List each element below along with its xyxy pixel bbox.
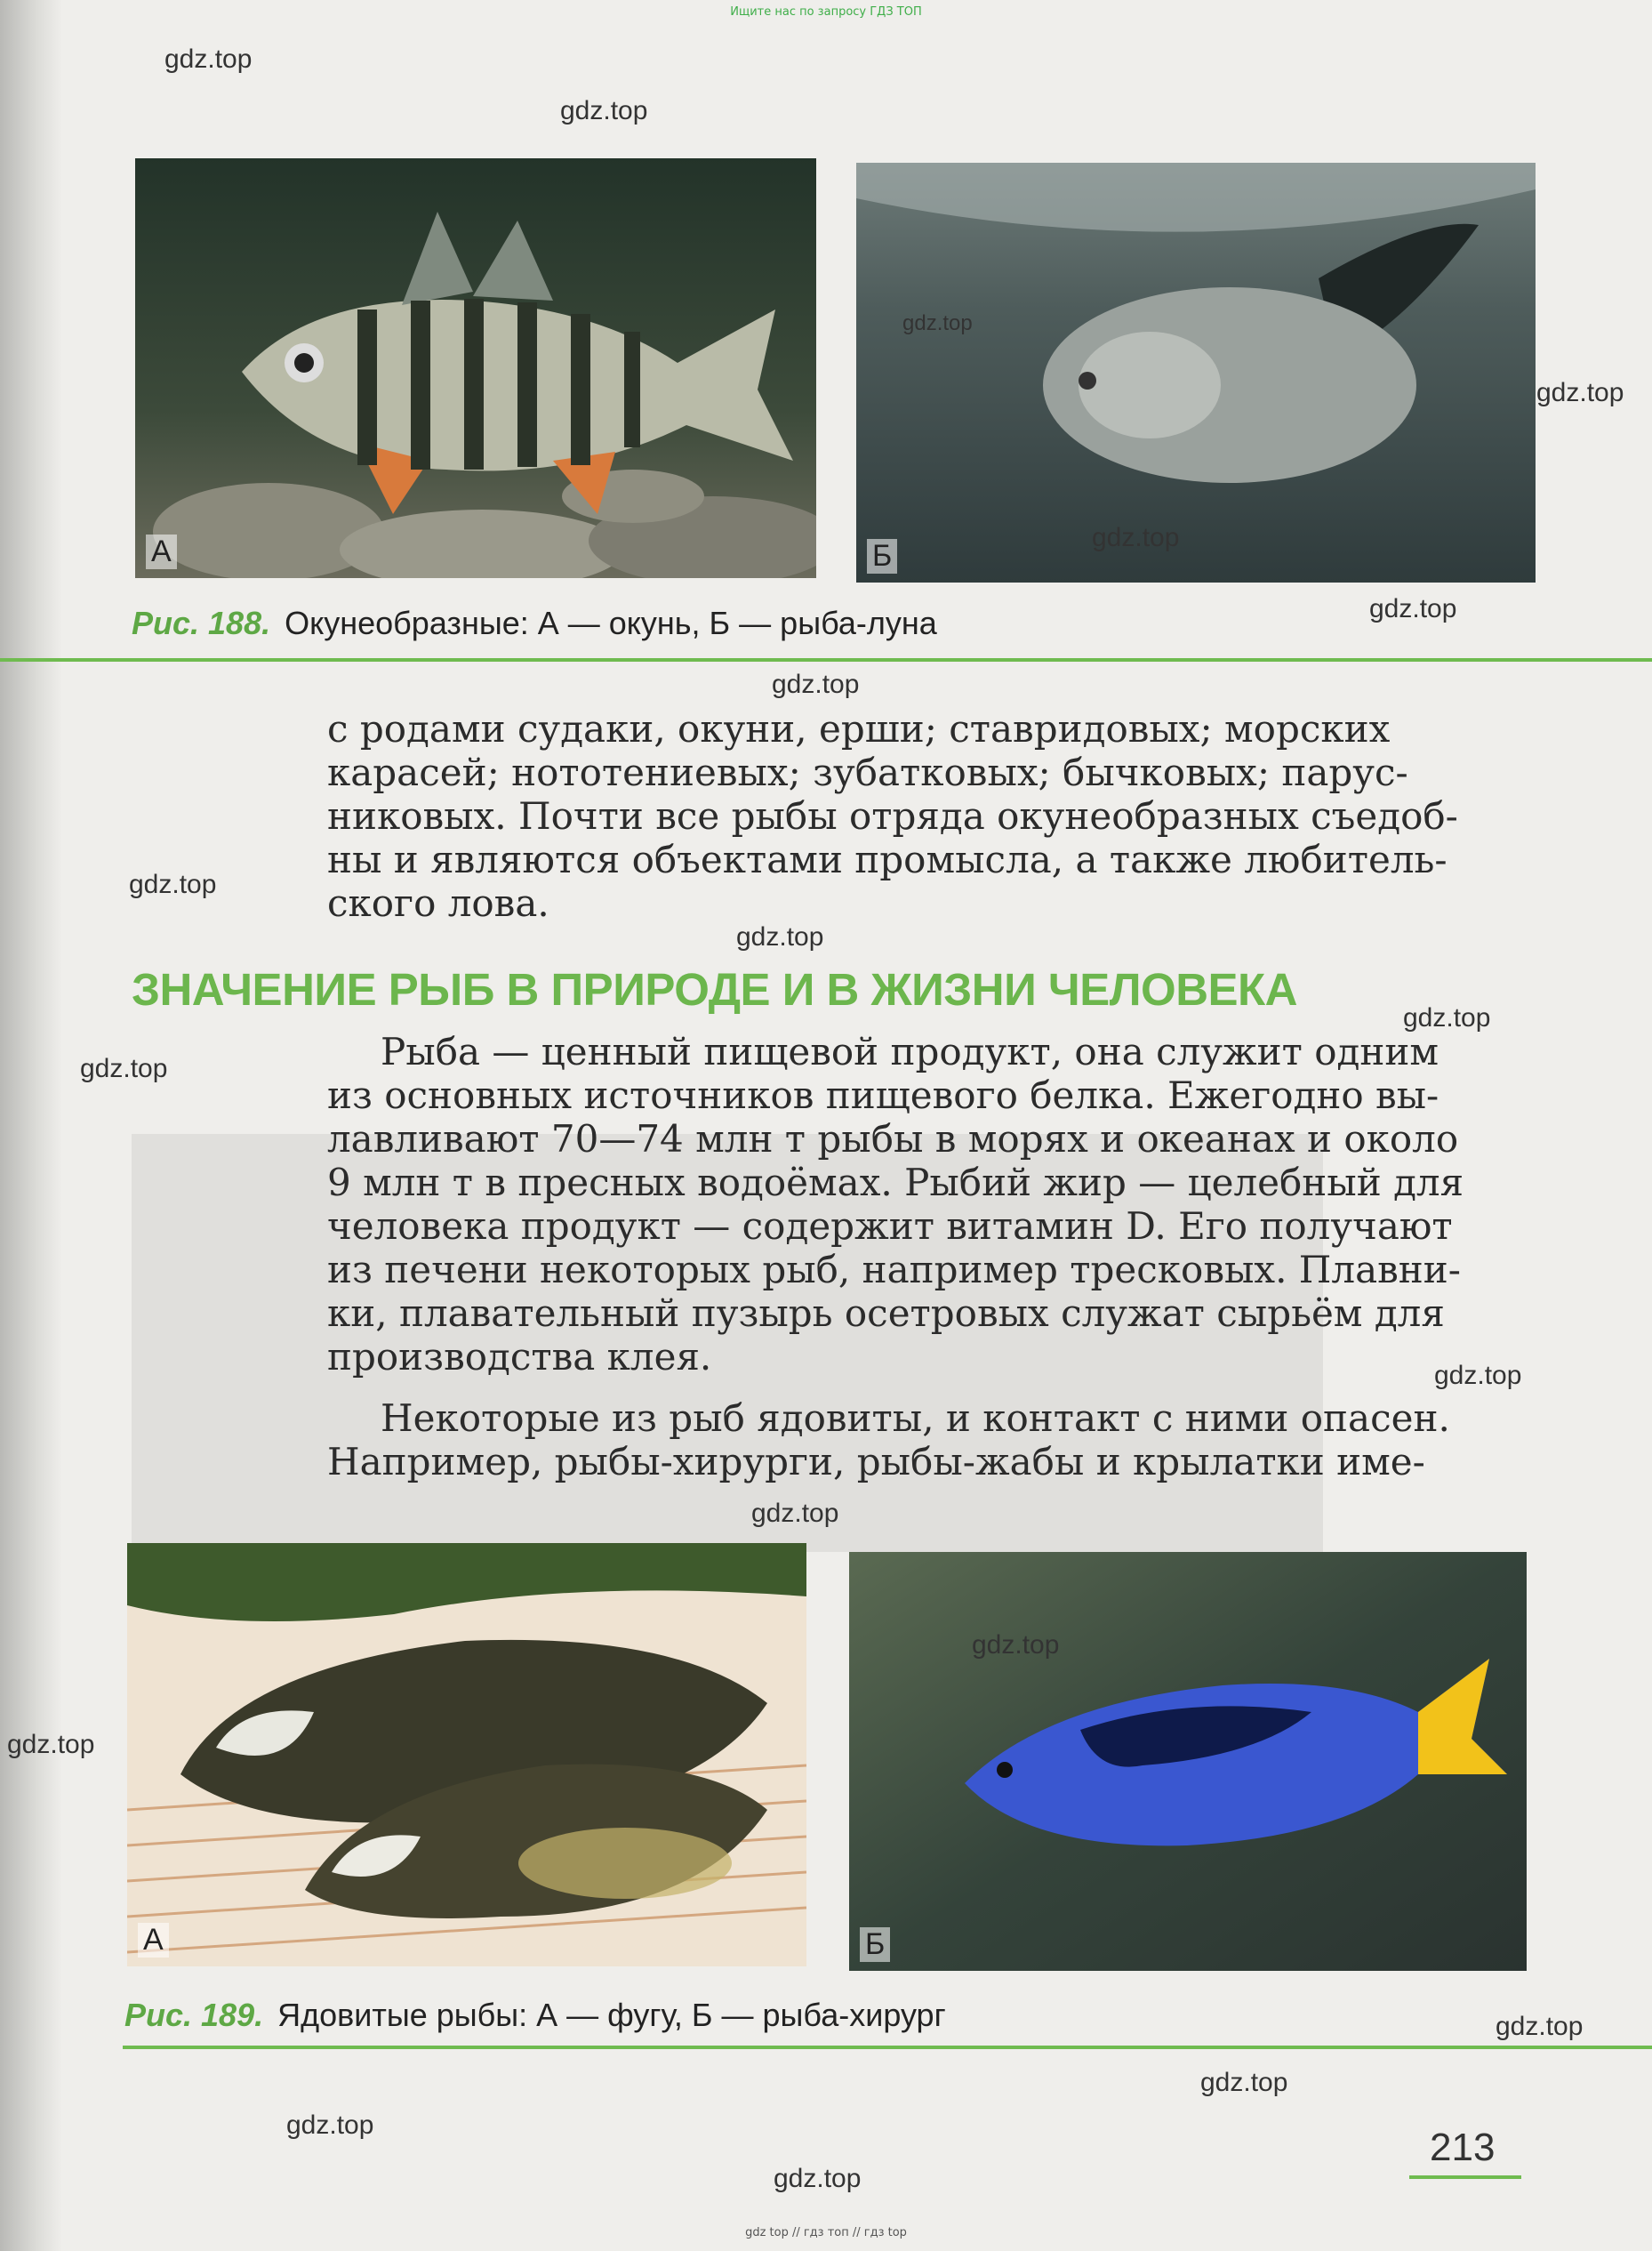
- photo-sunfish: [856, 163, 1536, 583]
- top-note: Ищите нас по запросу ГДЗ ТОП: [730, 5, 922, 19]
- page-number-rule: [1409, 2175, 1521, 2179]
- intro-line: карасей; нототениевых; зубатковых; бычковых; парус-: [327, 751, 1408, 794]
- figure-189-caption-text: Ядовитые рыбы: А — фугу, Б — рыба-хирург: [277, 1997, 946, 2033]
- photo-perch: [135, 158, 816, 578]
- watermark: gdz.top: [774, 2164, 862, 2193]
- watermark: gdz.top: [1200, 2068, 1288, 2097]
- watermark: gdz.top: [751, 1499, 839, 1528]
- paragraph-line: Рыба — ценный пищевой продукт, она служит одним: [381, 1030, 1439, 1073]
- watermark: gdz.top: [972, 1630, 1060, 1660]
- figure-189-caption: [124, 1997, 946, 2034]
- photo-label-b: Б: [860, 1927, 890, 1962]
- watermark: gdz.top: [1403, 1003, 1491, 1033]
- paragraph-line: из основных источников пищевого белка. Ежегодно вы-: [327, 1073, 1439, 1117]
- photo-label-a: А: [146, 535, 177, 569]
- watermark: gdz.top: [1434, 1361, 1522, 1390]
- paragraph-line: ки, плавательный пузырь осетровых служат сырьём для: [327, 1291, 1445, 1335]
- watermark: gdz.top: [1536, 378, 1624, 407]
- paragraph-line: Некоторые из рыб ядовиты, и контакт с ними опасен.: [381, 1396, 1450, 1440]
- photo-fugu: [127, 1543, 806, 1966]
- watermark: gdz.top: [129, 870, 217, 899]
- paragraph-fish-value: [327, 1030, 1532, 1379]
- figure-189-number: Рис. 189.: [124, 1997, 264, 2033]
- page-gutter-shadow: [0, 0, 62, 2251]
- sunfish-illustration: [856, 163, 1536, 583]
- watermark: gdz.top: [1369, 594, 1457, 623]
- photo-label-b: Б: [867, 539, 897, 574]
- surgeonfish-illustration: [849, 1552, 1527, 1971]
- figure-188-rule: [0, 658, 1652, 662]
- intro-line: с родами судаки, окуни, ерши; ставридовых; морских: [327, 707, 1391, 751]
- paragraph-line: человека продукт — содержит витамин D. Его получают: [327, 1204, 1453, 1248]
- watermark: gdz.top: [1092, 523, 1180, 552]
- watermark: gdz.top: [7, 1730, 95, 1759]
- paragraph-poisonous: [327, 1396, 1532, 1483]
- figure-188-caption: [132, 605, 937, 642]
- watermark: gdz.top: [286, 2110, 374, 2140]
- paragraph-line: производства клея.: [327, 1335, 712, 1379]
- watermark: gdz.top: [772, 670, 860, 699]
- bottom-note: gdz top // гдз топ // гдз top: [745, 2226, 907, 2239]
- paragraph-line: 9 млн т в пресных водоёмах. Рыбий жир — целебный для: [327, 1161, 1464, 1204]
- paragraph-line: лавливают 70—74 млн т рыбы в морях и океанах и около: [327, 1117, 1459, 1161]
- paragraph-line: Например, рыбы-хирурги, рыбы-жабы и крылатки име-: [327, 1440, 1425, 1483]
- figure-188-caption-text: Окунеобразные: А — окунь, Б — рыба-луна: [285, 605, 937, 641]
- photo-surgeonfish: [849, 1552, 1527, 1971]
- figure-188-number: Рис. 188.: [132, 605, 271, 641]
- page-number: 213: [1430, 2126, 1496, 2169]
- watermark: gdz.top: [1496, 2012, 1584, 2041]
- intro-line: ны и являются объектами промысла, а также любитель-: [327, 838, 1448, 881]
- fugu-illustration: [127, 1543, 806, 1966]
- intro-line: ского лова.: [327, 881, 549, 925]
- watermark: gdz.top: [736, 922, 824, 952]
- perch-illustration: [135, 158, 816, 578]
- watermark: gdz.top: [560, 96, 648, 125]
- figure-189-rule: [123, 2046, 1652, 2049]
- intro-paragraph: [327, 707, 1532, 925]
- section-heading: ЗНАЧЕНИЕ РЫБ В ПРИРОДЕ И В ЖИЗНИ ЧЕЛОВЕКА: [132, 964, 1298, 1015]
- photo-label-a: А: [138, 1923, 169, 1958]
- paragraph-line: из печени некоторых рыб, например тресковых. Плавни-: [327, 1248, 1461, 1291]
- intro-line: никовых. Почти все рыбы отряда окунеобразных съедоб-: [327, 794, 1458, 838]
- watermark: gdz.top: [902, 311, 973, 335]
- watermark: gdz.top: [80, 1054, 168, 1083]
- watermark: gdz.top: [164, 44, 253, 74]
